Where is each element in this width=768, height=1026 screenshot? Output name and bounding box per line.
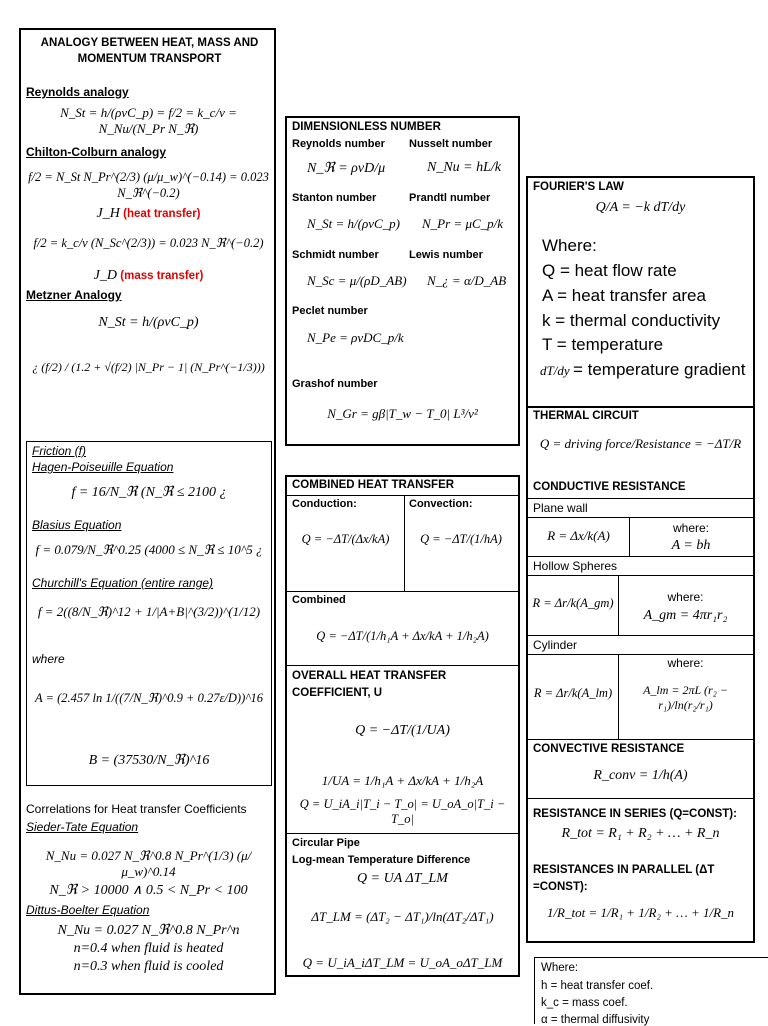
convection-equation: Q = −ΔT/(1/hA) [420, 532, 502, 546]
k-definition: k = thermal conductivity [542, 311, 721, 330]
legend-alpha: α = thermal diffusivity [541, 1014, 650, 1026]
blasius-heading: Blasius Equation [32, 518, 122, 532]
gradient-fraction: dT/dy [540, 363, 570, 378]
n-cooled: n=0.3 when fluid is cooled [73, 959, 224, 974]
convective-resistance-equation: R_conv = 1/h(A) [593, 768, 688, 783]
legend-h: h = heat transfer coef. [541, 980, 654, 992]
circular-pipe-label: Circular Pipe [292, 837, 360, 849]
jd-symbol: J_D [93, 268, 117, 283]
combined-label: Combined [292, 594, 346, 606]
hollow-where: where: [667, 590, 704, 604]
prandtl-number-label: Prandtl number [409, 192, 491, 204]
conduction-equation: Q = −ΔT/(Δx/kA) [301, 532, 390, 546]
overall-equation-2: 1/UA = 1/h₁A + Δx/kA + 1/h₂A [321, 773, 484, 788]
overall-coefficient-title: OVERALL HEAT TRANSFER COEFFICIENT, U [292, 670, 447, 699]
schmidt-number-label: Schmidt number [292, 249, 379, 261]
hollow-spheres-equation: R = Δr/k(A_gm) [532, 596, 614, 610]
cylinder-equation: R = Δr/k(A_lm) [533, 686, 613, 700]
grashof-number-equation: N_Gr = gβ|T_w − T_0| L³/v² [327, 406, 478, 421]
friction-heading: Friction (f) [32, 444, 86, 458]
grashof-number-label: Grashof number [292, 378, 378, 390]
analogy-title: ANALOGY BETWEEN HEAT, MASS AND MOMENTUM TRANSPORT [40, 37, 259, 65]
combined-equation: Q = −ΔT/(1/h₁A + Δx/kA + 1/h₂A) [316, 629, 489, 643]
reynolds-number-label: Reynolds number [292, 138, 385, 150]
chilton-colburn-heading: Chilton-Colburn analogy [26, 145, 166, 159]
cylinder-where: where: [667, 656, 704, 670]
analogy-panel [19, 28, 276, 995]
lmtd-label: Log-mean Temperature Difference [292, 854, 471, 866]
stanton-number-equation: N_St = h/(ρvC_p) [307, 216, 401, 231]
churchill-equation: f = 2((8/N_ℜ)^12 + 1/|A+B|^(3/2))^(1/12) [37, 604, 261, 619]
q-definition: Q = heat flow rate [542, 261, 677, 280]
parallel-title: RESISTANCES IN PARALLEL (ΔT =CONST): [533, 864, 715, 893]
reynolds-analogy-heading: Reynolds analogy [26, 85, 129, 99]
overall-equation-1: Q = −ΔT/(1/UA) [355, 723, 450, 738]
hollow-area-equation: A_gm = 4πr₁r₂ [643, 608, 728, 623]
sieder-tate-equation: N_Nu = 0.027 N_ℜ^0.8 N_Pr^(1/3) (μ/μ_w)^0.14 [45, 848, 252, 879]
churchill-heading: Churchill's Equation (entire range) [32, 576, 214, 590]
cylinder-label: Cylinder [533, 638, 578, 652]
where-label: where [32, 652, 65, 666]
metzner-heading: Metzner Analogy [26, 288, 122, 302]
legend-where: Where: [541, 962, 579, 974]
metzner-equation-1: N_St = h/(ρvC_p) [98, 315, 199, 330]
fourier-equation: Q/A = −k dT/dy [595, 200, 686, 215]
jh-label: (heat transfer) [123, 208, 201, 220]
metzner-equation-2: ¿ (f/2) / (1.2 + √(f/2) |N_Pr − 1| (N_Pr^(−1/3))) [32, 360, 265, 374]
b-equation: B = (37530/N_ℜ)^16 [88, 753, 210, 768]
series-equation: R_tot = R₁ + R₂ + … + R_n [561, 826, 720, 841]
peclet-number-label: Peclet number [292, 305, 368, 317]
combined-panel [285, 475, 520, 977]
lewis-number-equation: N_¿ = α/D_AB [427, 273, 507, 288]
legend-kc: k_c = mass coef. [541, 997, 628, 1009]
cylinder-area-equation: A_lm = 2πL (r₂ − r₁)/ln(r₂/r₁) [643, 683, 728, 712]
thermal-circuit-equation: Q = driving force/Resistance = −ΔT/R [539, 436, 742, 451]
a-definition: A = heat transfer area [542, 286, 706, 305]
dimensionless-panel [285, 116, 520, 446]
jd-row [26, 268, 271, 284]
pipe-equation-2: ΔT_LM = (ΔT₂ − ΔT₁)/ln(ΔT₂/ΔT₁) [311, 909, 494, 924]
sieder-tate-heading: Sieder-Tate Equation [26, 820, 139, 834]
where-heading: Where: [542, 236, 597, 255]
prandtl-number-equation: N_Pr = μC_p/k [422, 216, 504, 231]
friction-panel [26, 441, 272, 786]
dimensionless-title: DIMENSIONLESS NUMBER [292, 121, 441, 133]
correlations-heading: Correlations for Heat transfer Coefficients [26, 802, 247, 816]
thermal-circuit-title: THERMAL CIRCUIT [533, 410, 639, 422]
hagen-heading: Hagen-Poiseuille Equation [32, 460, 174, 474]
n-heated: n=0.4 when fluid is heated [73, 941, 224, 956]
chilton-equation-mass: f/2 = k_c/v (N_Sc^(2/3)) = 0.023 N_ℜ^(−0.2) [33, 236, 264, 250]
fourier-panel [526, 176, 755, 943]
peclet-number-equation: N_Pe = ρvDC_p/k [307, 330, 404, 345]
hagen-equation: f = 16/N_ℜ (N_ℜ ≤ 2100 ¿ [71, 485, 227, 500]
stanton-number-label: Stanton number [292, 192, 377, 204]
dittus-boelter-heading: Dittus-Boelter Equation [26, 903, 150, 917]
gradient-row [540, 360, 755, 380]
plane-area-equation: A = bh [671, 538, 711, 553]
conduction-label: Conduction: [292, 498, 357, 510]
pipe-equation-3: Q = U_iA_iΔT_LM = U_oA_oΔT_LM [302, 955, 503, 970]
plane-wall-equation: R = Δx/k(A) [547, 528, 610, 543]
overall-equation-3: Q = U_iA_i|T_i − T_o| = U_oA_o|T_i − T_o| [299, 797, 506, 826]
hollow-spheres-label: Hollow Spheres [533, 559, 618, 573]
a-equation: A = (2.457 ln 1/((7/N_ℜ)^0.9 + 0.27ε/D))^16 [34, 691, 264, 705]
plane-where: where: [672, 521, 710, 535]
blasius-equation: f = 0.079/N_ℜ^0.25 (4000 ≤ N_ℜ ≤ 10^5 ¿ [35, 542, 263, 557]
lewis-number-label: Lewis number [409, 249, 483, 261]
gradient-definition: = temperature gradient [572, 360, 746, 379]
chilton-equation-heat: f/2 = N_St N_Pr^(2/3) (μ/μ_w)^(−0.14) = 0.023 N_ℜ^(−0.2) [28, 170, 269, 200]
legend-panel [534, 957, 768, 1024]
pipe-equation-1: Q = UA ΔT_LM [357, 871, 448, 886]
nusselt-number-equation: N_Nu = hL/k [427, 160, 502, 175]
series-title: RESISTANCE IN SERIES (Q=CONST): [533, 808, 737, 820]
sieder-tate-condition: N_ℜ > 10000 ∧ 0.5 < N_Pr < 100 [49, 883, 248, 898]
plane-wall-label: Plane wall [533, 501, 588, 515]
parallel-equation: 1/R_tot = 1/R₁ + 1/R₂ + … + 1/R_n [546, 905, 735, 920]
dittus-boelter-equation: N_Nu = 0.027 N_ℜ^0.8 N_Pr^n [57, 923, 240, 938]
combined-title: COMBINED HEAT TRANSFER [292, 479, 455, 491]
schmidt-number-equation: N_Sc = μ/(ρD_AB) [307, 273, 407, 288]
t-definition: T = temperature [542, 335, 664, 354]
jd-label: (mass transfer) [120, 270, 204, 282]
convection-label: Convection: [409, 498, 473, 510]
reynolds-analogy-equation: N_St = h/(ρvC_p) = f/2 = k_c/v = N_Nu/(N_Pr N_ℜ) [60, 105, 237, 136]
jh-symbol: J_H [96, 206, 120, 221]
nusselt-number-label: Nusselt number [409, 138, 493, 150]
reynolds-number-equation: N_ℜ = ρvD/μ [307, 161, 386, 176]
conductive-resistance-title: CONDUCTIVE RESISTANCE [533, 481, 686, 493]
jh-row [26, 206, 271, 222]
fourier-title: FOURIER'S LAW [533, 181, 624, 193]
convective-resistance-title: CONVECTIVE RESISTANCE [533, 743, 685, 755]
